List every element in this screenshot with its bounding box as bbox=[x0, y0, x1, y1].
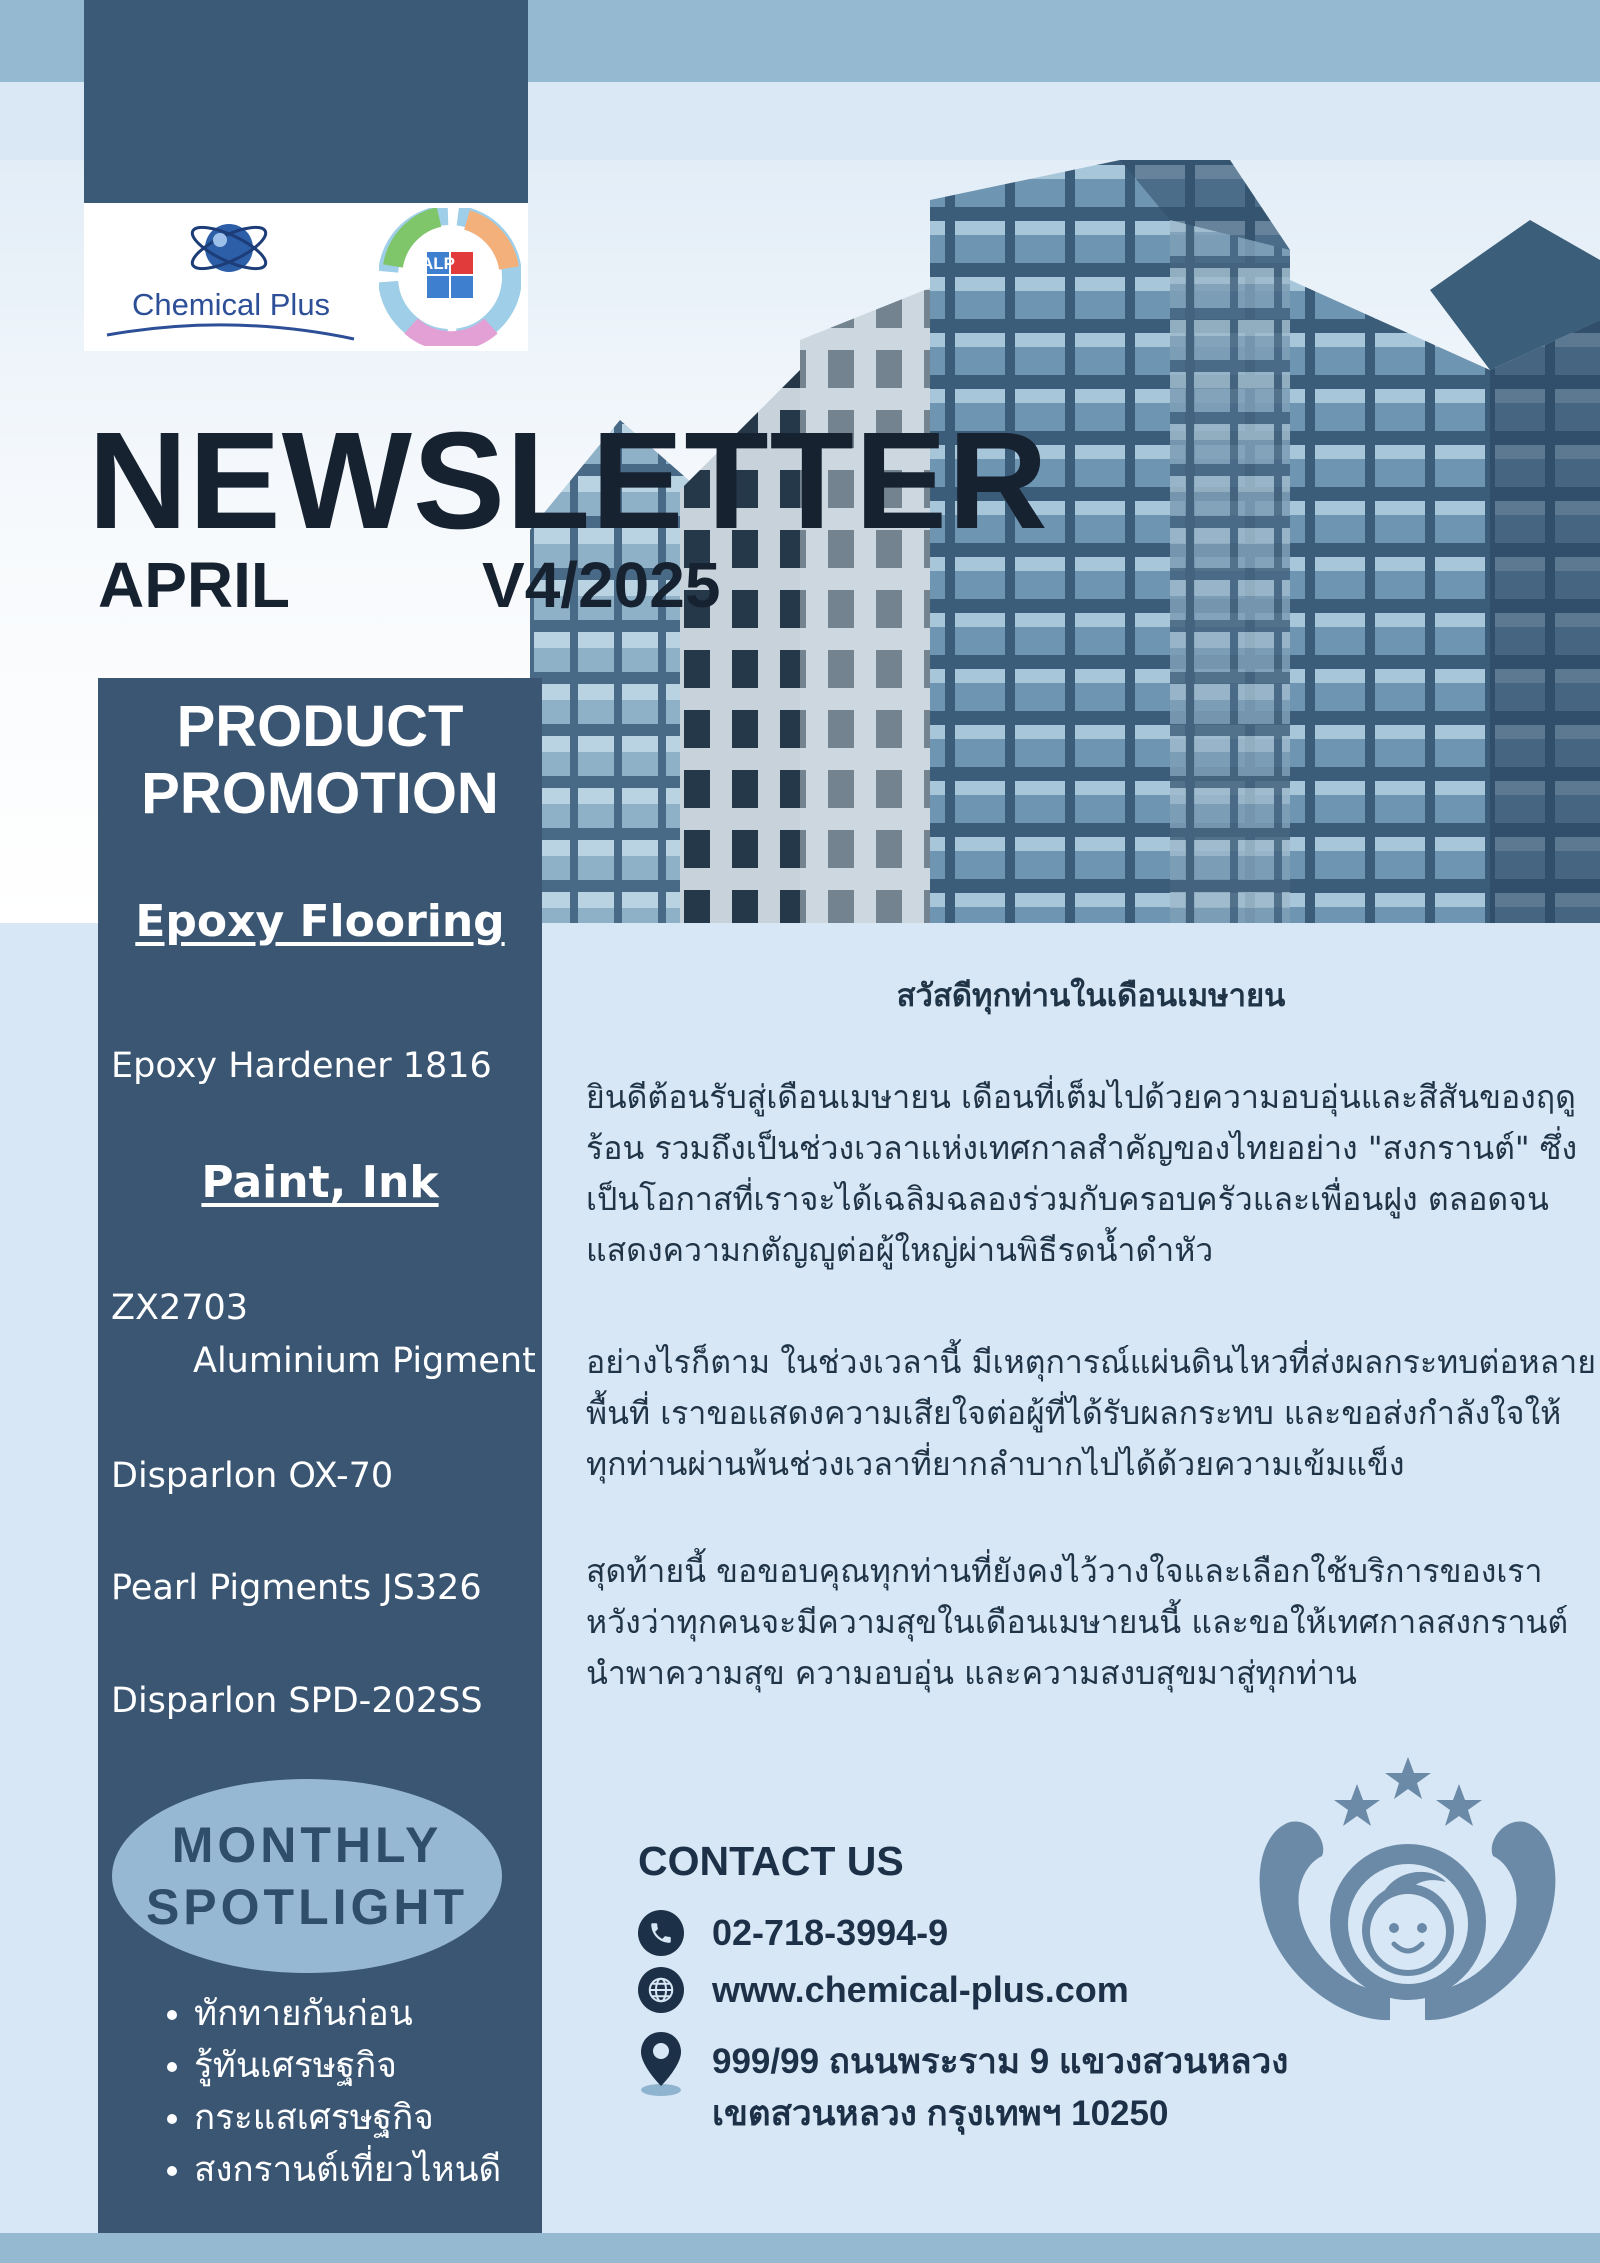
product-promotion-sidebar bbox=[98, 678, 542, 2233]
product-zx2703-name: Aluminium Pigment bbox=[193, 1340, 536, 1381]
monthly-spotlight-badge bbox=[112, 1779, 502, 1973]
promo-heading bbox=[98, 694, 542, 827]
spotlight-list bbox=[160, 1988, 501, 2196]
category-epoxy-flooring[interactable]: Epoxy Flooring bbox=[135, 896, 505, 947]
spotlight-item[interactable]: • รู้ทันเศรษฐกิจ bbox=[194, 2040, 501, 2092]
chemical-plus-logo-text: Chemical Plus bbox=[131, 287, 331, 322]
promo-heading-line2: PROMOTION bbox=[141, 760, 499, 826]
header-tab bbox=[84, 0, 528, 203]
product-disparlon-ox70[interactable]: Disparlon OX-70 bbox=[111, 1456, 394, 1496]
spotlight-item[interactable]: • กระแสเศรษฐกิจ bbox=[194, 2092, 501, 2144]
phone-icon bbox=[638, 1910, 684, 1956]
alp-letters: ALP bbox=[421, 254, 455, 273]
closing-paragraph: สุดท้ายนี้ ขอขอบคุณทุกท่านที่ยังคงไว้วางใจและเลือกใช้บริการของเรา หวังว่าทุกคนจะมีความสุขในเดือนเมษายนนี้ และขอให้เทศกาลสงกรานต์นำพาความสุข ความอบอุ่น และความสงบสุขมาสู่ทุกท่าน bbox=[586, 1552, 1569, 1692]
contact-website[interactable] bbox=[638, 1967, 1129, 2013]
greeting-heading: สวัสดีทุกท่านในเดือนเมษายน bbox=[896, 978, 1286, 1014]
issue-month: APRIL bbox=[98, 549, 290, 621]
phone-number: 02-718-3994-9 bbox=[712, 1912, 949, 1953]
globe-icon bbox=[638, 1967, 684, 2013]
spotlight-line2: SPOTLIGHT bbox=[145, 1879, 469, 1935]
newsletter-title: NEWSLETTER bbox=[88, 404, 1049, 558]
earthquake-paragraph: อย่างไรก็ตาม ในช่วงเวลานี้ มีเหตุการณ์แผ่นดินไหวที่ส่งผลกระทบต่อหลายพื้นที่ เราขอแสดงความเสียใจต่อผู้ที่ได้รับผลกระทบ และขอส่งกำลังใจให้ทุกท่านผ่านพ้นช่วงเวลาที่ยากลำบากไปได้ด้วยความเข้มแข็ง bbox=[586, 1343, 1596, 1483]
product-zx2703[interactable] bbox=[111, 1289, 536, 1380]
logo-box bbox=[84, 203, 528, 351]
address bbox=[712, 2036, 1288, 2140]
product-pearl-pigments[interactable]: Pearl Pigments JS326 bbox=[111, 1568, 482, 1608]
intro-paragraph: ยินดีต้อนรับสู่เดือนเมษายน เดือนที่เต็มไปด้วยความอบอุ่นและสีสันของฤดูร้อน รวมถึงเป็นช่วงเวลาแห่งเทศกาลสำคัญของไทยอย่าง "สงกรานต์" ซึ่งเป็นโอกาสที่เราจะได้เฉลิมฉลองร่วมกับครอบครัวและเพื่อนฝูง ตลอดจนแสดงความกตัญญูต่อผู้ใหญ่ผ่านพิธีรดน้ำดำหัว bbox=[586, 1078, 1578, 1269]
address-line1: 999/99 ถนนพระราม 9 แขวงสวนหลวง bbox=[712, 2042, 1289, 2081]
spotlight-item[interactable]: • ทักทายกันก่อน bbox=[194, 1988, 501, 2040]
product-disparlon-spd[interactable]: Disparlon SPD-202SS bbox=[111, 1681, 483, 1721]
address-line2: เขตสวนหลวง กรุงเทพฯ 10250 bbox=[712, 2094, 1169, 2133]
website-link: www.chemical-plus.com bbox=[712, 1969, 1129, 2010]
location-pin-icon bbox=[638, 2030, 684, 2096]
spotlight-item[interactable]: • สงกรานต์เที่ยวไหนดี bbox=[194, 2144, 501, 2196]
promo-heading-line1: PRODUCT bbox=[176, 694, 464, 759]
contact-phone[interactable] bbox=[638, 1910, 948, 1956]
bottom-band bbox=[0, 2233, 1600, 2263]
alp-group-logo bbox=[379, 208, 521, 346]
contact-title: CONTACT US bbox=[638, 1838, 904, 1884]
product-zx2703-code: ZX2703 bbox=[111, 1288, 249, 1328]
caring-hands-icon bbox=[1250, 1752, 1565, 2032]
chemical-plus-logo bbox=[102, 213, 360, 343]
issue-version: V4/2025 bbox=[482, 549, 721, 621]
category-paint-ink[interactable]: Paint, Ink bbox=[201, 1157, 439, 1208]
product-epoxy-hardener[interactable]: Epoxy Hardener 1816 bbox=[111, 1046, 492, 1086]
spotlight-line1: MONTHLY bbox=[171, 1817, 443, 1873]
